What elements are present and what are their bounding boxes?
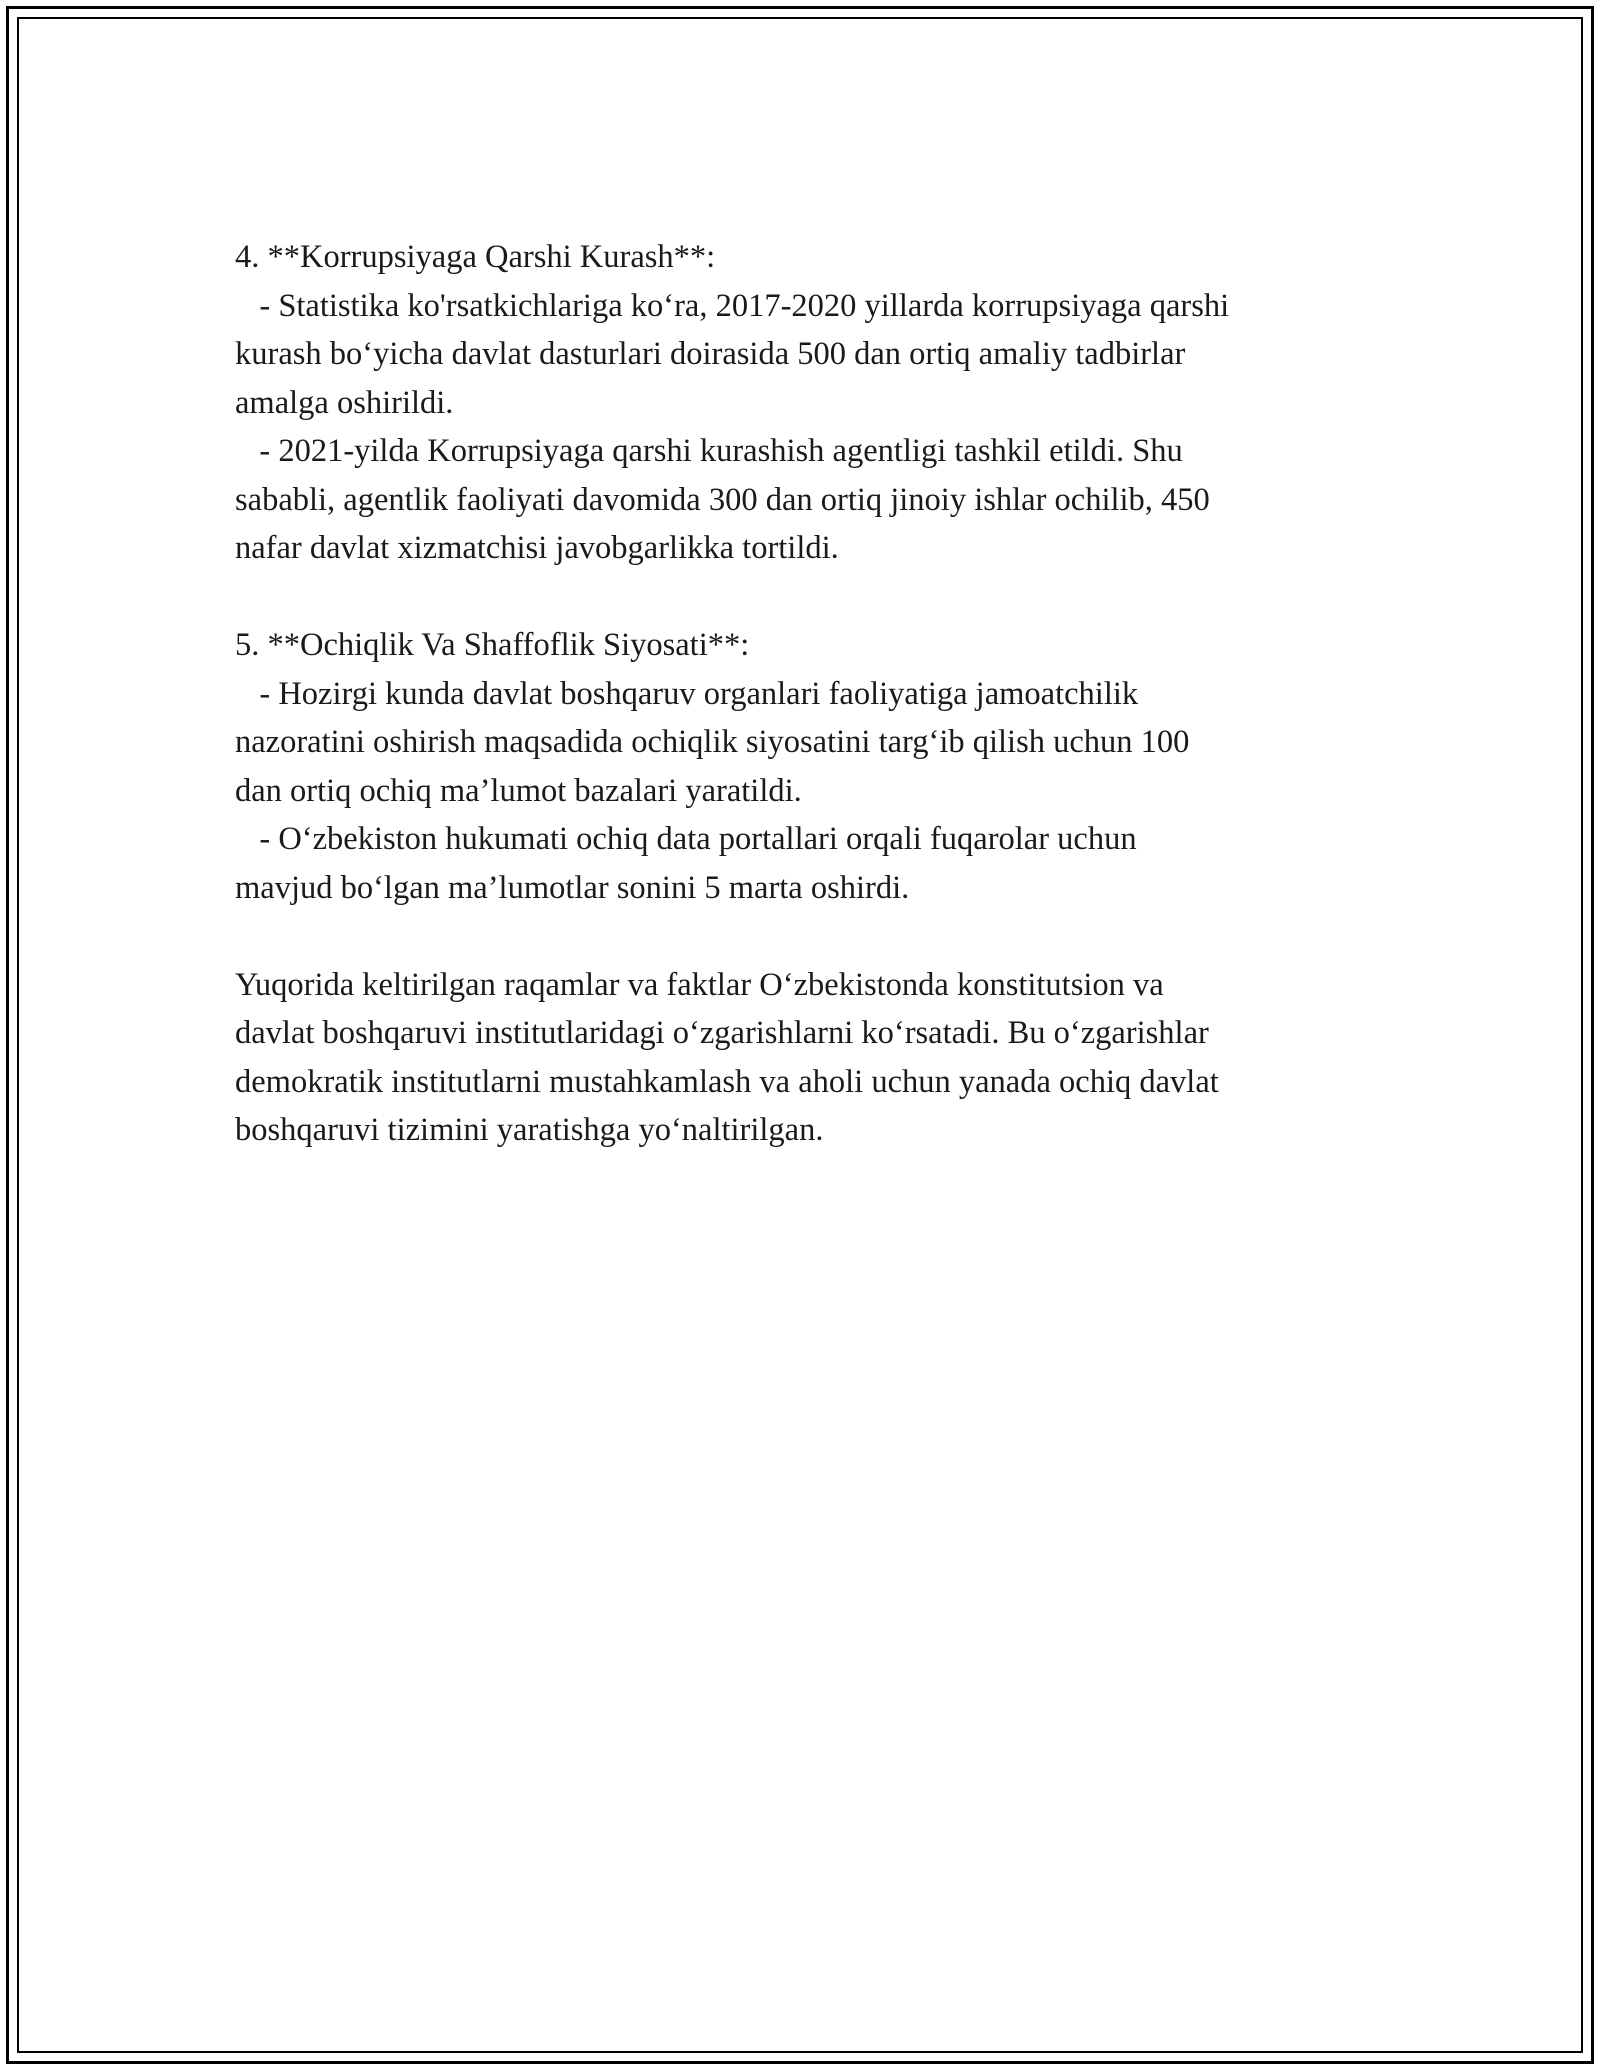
- document-body: [235, 233, 1385, 1155]
- text-line: kurash bo‘yicha davlat dasturlari doirasida 500 dan ortiq amaliy tadbirlar: [235, 336, 1186, 372]
- text-line: Yuqorida keltirilgan raqamlar va faktlar O‘zbekistonda konstitutsion va: [235, 966, 1164, 1003]
- text-line: - O‘zbekiston hukumati ochiq data portallari orqali fuqarolar uchun: [235, 821, 1137, 857]
- section-anti-corruption: [235, 233, 1385, 573]
- conclusion-paragraph: [235, 961, 1385, 1155]
- section-heading: 5. **Ochiqlik Va Shaffoflik Siyosati**:: [235, 627, 750, 663]
- text-line: mavjud bo‘lgan ma’lumotlar sonini 5 marta oshirdi.: [235, 869, 910, 906]
- text-line: sababli, agentlik faoliyati davomida 300 dan ortiq jinoiy ishlar ochilib, 450: [235, 481, 1210, 518]
- text-line: nazoratini oshirish maqsadida ochiqlik siyosatini targ‘ib qilish uchun 100: [235, 724, 1190, 760]
- text-line: dan ortiq ochiq ma’lumot bazalari yaratildi.: [235, 772, 802, 809]
- text-line: - 2021-yilda Korrupsiyaga qarshi kurashish agentligi tashkil etildi. Shu: [235, 433, 1183, 469]
- text-line: demokratik institutlarni mustahkamlash va aholi uchun yanada ochiq davlat: [235, 1063, 1219, 1100]
- text-line: amalga oshirildi.: [235, 384, 454, 421]
- text-line: boshqaruvi tizimini yaratishga yo‘naltirilgan.: [235, 1112, 824, 1148]
- paragraph-spacer: [235, 573, 1385, 622]
- text-line: nafar davlat xizmatchisi javobgarlikka tortildi.: [235, 530, 839, 566]
- text-line: davlat boshqaruvi institutlaridagi o‘zgarishlarni ko‘rsatadi. Bu o‘zgarishlar: [235, 1015, 1209, 1051]
- text-line: - Statistika ko'rsatkichlariga ko‘ra, 2017-2020 yillarda korrupsiyaga qarshi: [235, 287, 1230, 324]
- section-heading: 4. **Korrupsiyaga Qarshi Kurash**:: [235, 239, 716, 275]
- section-openness-transparency: [235, 621, 1385, 912]
- text-line: - Hozirgi kunda davlat boshqaruv organlari faoliyatiga jamoatchilik: [235, 675, 1139, 712]
- paragraph-spacer: [235, 912, 1385, 961]
